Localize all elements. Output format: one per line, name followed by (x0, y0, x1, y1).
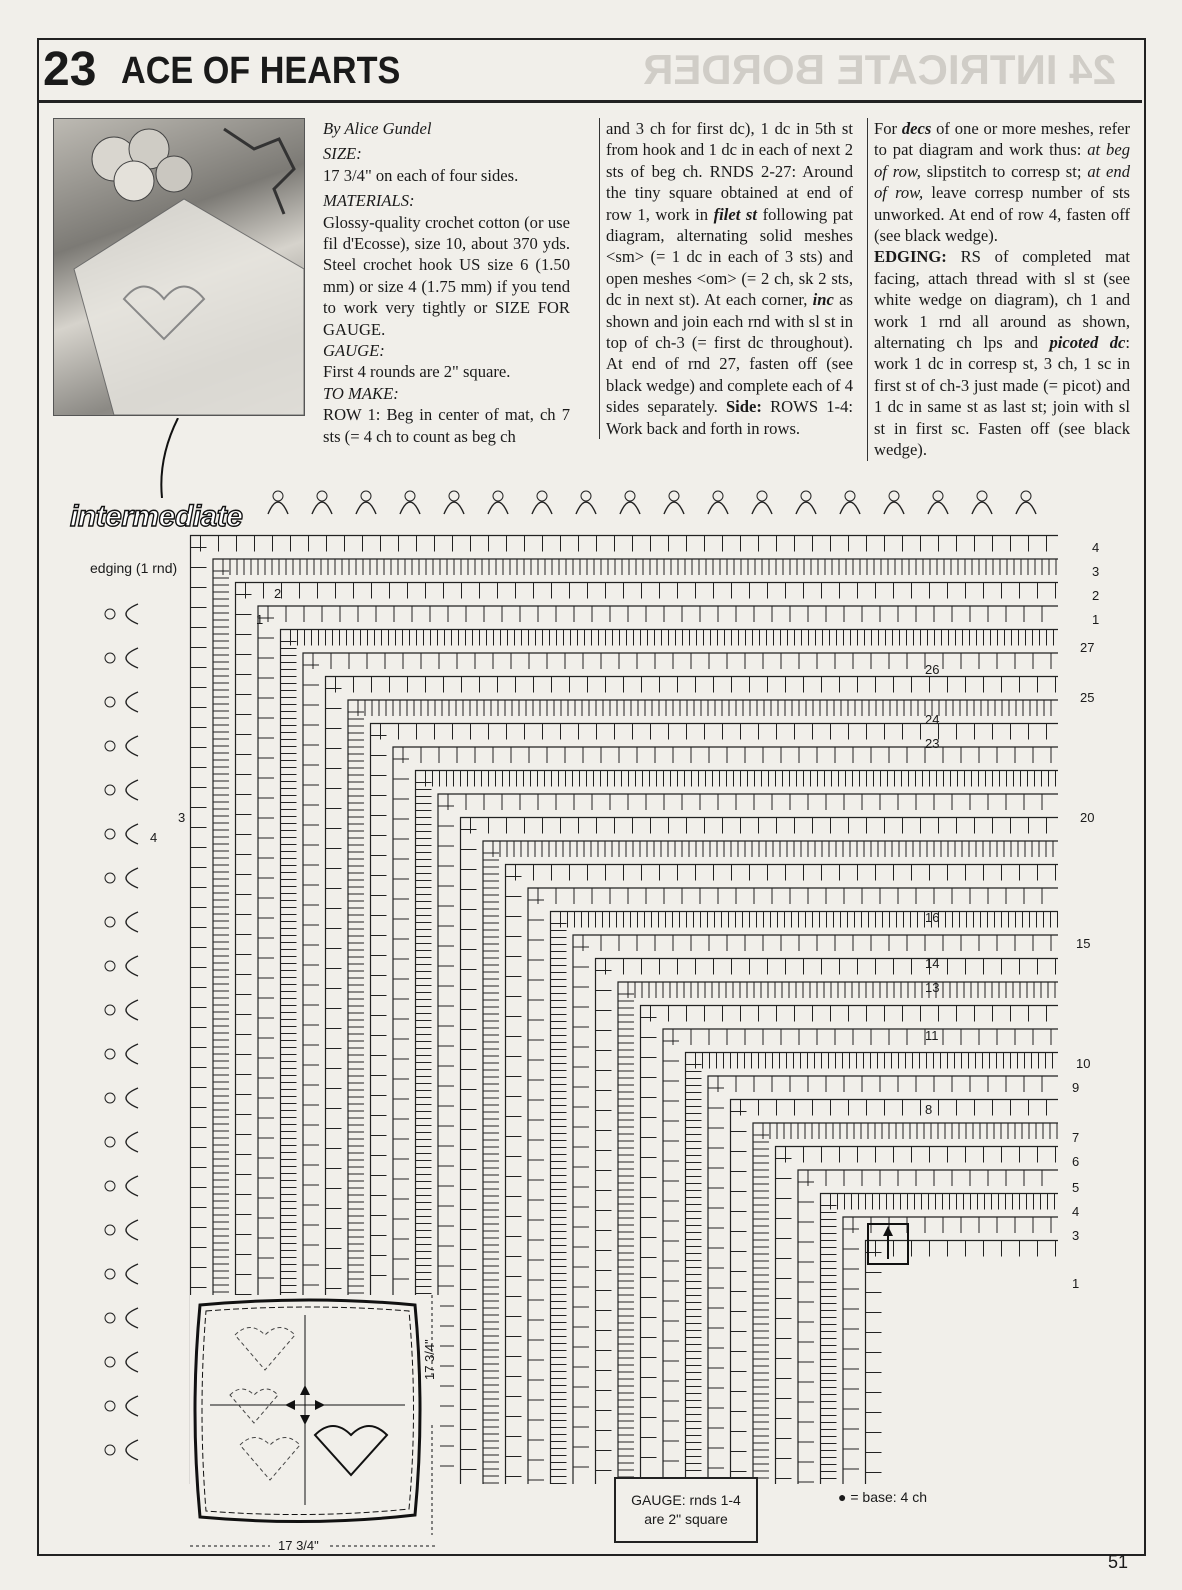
picoted-term: picoted dc (1049, 333, 1126, 353)
chart-round (753, 1123, 1058, 1484)
picot-mark (625, 491, 635, 501)
chart-round (866, 1241, 1059, 1485)
row-number: 8 (925, 1102, 933, 1117)
picot-mark (126, 1044, 138, 1064)
row-number: 4 (1092, 540, 1100, 555)
col2-text-a: and 3 ch for first dc), 1 dc in 5th st from hook and 1 dc in each of next 2 sts of beg ch. (606, 119, 853, 181)
picot-mark (126, 1264, 138, 1284)
round-line (506, 865, 1059, 1485)
picot-mark (105, 1093, 115, 1103)
chart-round (731, 1100, 1059, 1485)
chart-round (821, 1194, 1059, 1485)
picot-mark (105, 1313, 115, 1323)
instructions-column-2 (599, 118, 853, 439)
round-line (483, 841, 1058, 1484)
gauge-text: First 4 rounds are 2" square. (323, 362, 511, 382)
picot-mark (537, 491, 547, 501)
col2-text-e: ROWS 1-4: Work back and forth in rows. (606, 397, 853, 438)
layout-inset (190, 1295, 440, 1540)
chart-round (506, 865, 1059, 1485)
col2-text-d: as shown and join each rnd with sl st in top of ch-3 (= first dc throughout). At end of rnd 27, fasten off (see black wedge) and complete each of 4 sides separately. (606, 290, 853, 417)
left-row-number: 3 (178, 810, 186, 825)
picot-mark (928, 502, 948, 514)
round-line (528, 888, 1058, 1484)
chart-round (528, 888, 1058, 1484)
picot-mark (126, 1396, 138, 1416)
edging-label-bold: EDGING: (874, 247, 947, 267)
row-number: 7 (1072, 1130, 1080, 1145)
picot-mark (532, 502, 552, 514)
row-number: 1 (1092, 612, 1100, 627)
picot-mark (400, 502, 420, 514)
chart-round (843, 1217, 1058, 1484)
picot-mark (801, 491, 811, 501)
inc-term: inc (812, 290, 834, 310)
badge-stem (148, 418, 188, 498)
chart-round (393, 747, 1058, 1484)
picot-mark (126, 1220, 138, 1240)
picot-mark (317, 491, 327, 501)
row-number: 9 (1072, 1080, 1080, 1095)
picot-mark (488, 502, 508, 514)
picot-mark (126, 780, 138, 800)
picot-mark (105, 1357, 115, 1367)
skill-level-badge: intermediate (70, 500, 243, 533)
picot-mark (977, 491, 987, 501)
picot-mark (105, 1005, 115, 1015)
round-line (663, 1029, 1058, 1484)
picot-mark (840, 502, 860, 514)
picot-mark (105, 697, 115, 707)
row-number: 20 (1080, 810, 1095, 825)
picot-mark (1021, 491, 1031, 501)
chart-round (686, 1053, 1059, 1485)
round-line (686, 1053, 1059, 1485)
picot-mark (312, 502, 332, 514)
chart-round (663, 1029, 1058, 1484)
picot-mark (889, 491, 899, 501)
picot-mark (126, 1352, 138, 1372)
doily-illustration (74, 199, 304, 415)
row-number: 26 (925, 662, 940, 677)
picot-mark (796, 502, 816, 514)
row-number: 23 (925, 736, 940, 751)
picot-mark (449, 491, 459, 501)
page-number: 51 (1108, 1552, 1129, 1572)
col3-text-e: RS of completed mat facing, attach thread with sl st (see white wedge on diagram), ch 1 and work 1 rnd all around as shown, alternating ch lps and (874, 247, 1130, 353)
col2-text-b: Around the tiny square obtained at end of row 1, work in (606, 161, 853, 224)
picot-mark (752, 502, 772, 514)
col2-text-c: following pat diagram, alternating solid meshes <sm> (= 1 dc in each of 3 sts) and open meshes <om> (= 2 ch, sk 2 sts, dc in next st). At each corner, (606, 204, 853, 310)
row-number: 5 (1072, 1180, 1080, 1195)
apple-illustration (114, 161, 154, 201)
picot-mark (105, 741, 115, 751)
col3-text-c: slipstitch to corresp st; (926, 161, 1082, 181)
picot-mark (664, 502, 684, 514)
materials-label: MATERIALS: (323, 191, 415, 211)
filet-term: filet st (713, 204, 758, 224)
instructions-column-1 (323, 118, 570, 447)
picot-mark (356, 502, 376, 514)
row-number: 3 (1092, 564, 1100, 579)
picot-mark (126, 736, 138, 756)
left-row-number: 4 (150, 830, 158, 845)
row-number: 16 (925, 910, 940, 925)
left-row-number: 2 (274, 586, 282, 601)
gauge-label: GAUGE: (323, 341, 385, 361)
picot-mark (126, 1440, 138, 1460)
picot-mark (105, 785, 115, 795)
round-line (393, 747, 1058, 1484)
row-number: 25 (1080, 690, 1095, 705)
picot-mark (845, 491, 855, 501)
picot-mark (126, 1000, 138, 1020)
picot-mark (620, 502, 640, 514)
beg-row-term: at beg of row, (874, 140, 1131, 181)
picot-mark (105, 873, 115, 883)
row-number: 6 (1072, 1154, 1080, 1169)
pattern-number: 23 (43, 43, 97, 96)
row-number: 3 (1072, 1228, 1080, 1243)
leaf-illustration (224, 129, 294, 214)
chart-round (708, 1076, 1058, 1484)
picot-mark (105, 1445, 115, 1455)
picot-mark (581, 491, 591, 501)
picot-mark (576, 502, 596, 514)
round-line (843, 1217, 1058, 1484)
picot-mark (126, 648, 138, 668)
picot-mark (713, 491, 723, 501)
picot-mark (105, 1181, 115, 1191)
row-number: 15 (1076, 936, 1091, 951)
materials-text: Glossy-quality crochet cotton (or use fil d'Ecosse), size 10, about 370 yds. Steel crochet hook US size 6 (1.50 mm) or size 4 (1.75 mm) if you tend to work very tightly or SIZE FOR GAUGE. (323, 212, 570, 339)
picot-mark (126, 1176, 138, 1196)
round-line (753, 1123, 1058, 1484)
row-number: 27 (1080, 640, 1095, 655)
picot-mark (126, 604, 138, 624)
col3-text-d: leave corresp number of sts unworked. At end of row 4, fasten off (see black wedge). (874, 183, 1130, 246)
round-line (866, 1241, 1059, 1485)
doily-photo-illustration (54, 119, 304, 415)
picot-mark (493, 491, 503, 501)
inset-dimension-lines (190, 1520, 440, 1560)
picot-mark (126, 868, 138, 888)
rnds-label: RNDS 2-27: (709, 161, 797, 181)
picot-mark (105, 1049, 115, 1059)
picot-mark (273, 491, 283, 501)
picot-mark (361, 491, 371, 501)
picot-mark (105, 1269, 115, 1279)
picot-mark (105, 829, 115, 839)
inset-width-label: 17 3/4" (278, 1538, 319, 1553)
picot-mark (105, 653, 115, 663)
picot-mark (1016, 502, 1036, 514)
row-number: 14 (925, 956, 940, 971)
byline: By Alice Gundel (323, 119, 432, 138)
picot-mark (972, 502, 992, 514)
gauge-box (614, 1477, 758, 1543)
side-label: Side: (725, 397, 762, 417)
gauge-line-2: are 2" square (644, 1511, 728, 1527)
row-number: 2 (1092, 588, 1100, 603)
picot-mark (105, 1225, 115, 1235)
round-line (641, 1006, 1059, 1485)
apple-illustration (156, 156, 192, 192)
chart-round (551, 912, 1059, 1485)
picot-mark (105, 1137, 115, 1147)
row-number: 11 (925, 1028, 939, 1043)
picot-mark (757, 491, 767, 501)
edging-label: edging (1 rnd) (90, 560, 178, 576)
chart-round (618, 982, 1058, 1484)
end-row-term: at end of row, (874, 161, 1131, 203)
gauge-line-1: GAUGE: rnds 1-4 (631, 1492, 741, 1508)
legend: ● = base: 4 ch (838, 1489, 928, 1505)
decs-term: decs (901, 119, 932, 138)
picot-mark (105, 609, 115, 619)
inset-background (190, 1295, 440, 1540)
picot-mark (105, 917, 115, 927)
picot-mark (669, 491, 679, 501)
row-number: 10 (1076, 1056, 1091, 1071)
bleed-through-title: 24 INTRICATE BORDER (643, 46, 1116, 93)
chart-round (641, 1006, 1059, 1485)
col3-text-f: : work 1 dc in corresp st, 3 ch, 1 sc in first st of ch-3 just made (= picot) and 1 dc in same st as last st; join with sl st in first sc. Fasten off (see black wedge). (874, 333, 1130, 460)
picot-mark (126, 912, 138, 932)
arrow-icon (883, 1226, 893, 1236)
picot-mark (126, 824, 138, 844)
round-line (618, 982, 1058, 1484)
row-number: 24 (925, 712, 940, 727)
picot-mark (126, 1132, 138, 1152)
picot-mark (126, 1308, 138, 1328)
tomake-text: ROW 1: Beg in center of mat, ch 7 sts (= 4 ch to count as beg ch (323, 405, 570, 446)
picot-mark (126, 1088, 138, 1108)
chart-round (776, 1147, 1059, 1485)
picot-mark (126, 956, 138, 976)
picot-mark (105, 1401, 115, 1411)
size-label: SIZE: (323, 144, 362, 164)
picot-mark (708, 502, 728, 514)
col3-text-b: of one or more meshes, refer to pat diagram and work thus: (874, 119, 1130, 160)
tomake-label: TO MAKE: (323, 383, 399, 403)
row-number: 4 (1072, 1204, 1080, 1219)
pattern-title: ACE OF HEARTS (121, 50, 401, 92)
row-number: 1 (1072, 1276, 1080, 1291)
row-number: 13 (925, 980, 940, 995)
inset-drawing (190, 1295, 440, 1540)
round-line (551, 912, 1059, 1485)
chart-round (483, 841, 1058, 1484)
picot-mark (126, 692, 138, 712)
round-line (776, 1147, 1059, 1485)
picot-mark (405, 491, 415, 501)
round-line (731, 1100, 1059, 1485)
size-text: 17 3/4" on each of four sides. (323, 165, 519, 185)
instructions-column-3 (867, 118, 1130, 461)
picot-mark (105, 961, 115, 971)
picot-mark (268, 502, 288, 514)
col3-text-a: For (874, 119, 898, 138)
inset-height-label: 17 3/4" (422, 1339, 437, 1380)
picot-mark (884, 502, 904, 514)
round-line (821, 1194, 1059, 1485)
round-line (708, 1076, 1058, 1484)
doily-photo (53, 118, 305, 416)
picot-mark (933, 491, 943, 501)
inset-height-line (425, 1295, 439, 1540)
left-row-number: 1 (256, 612, 264, 627)
picot-mark (444, 502, 464, 514)
